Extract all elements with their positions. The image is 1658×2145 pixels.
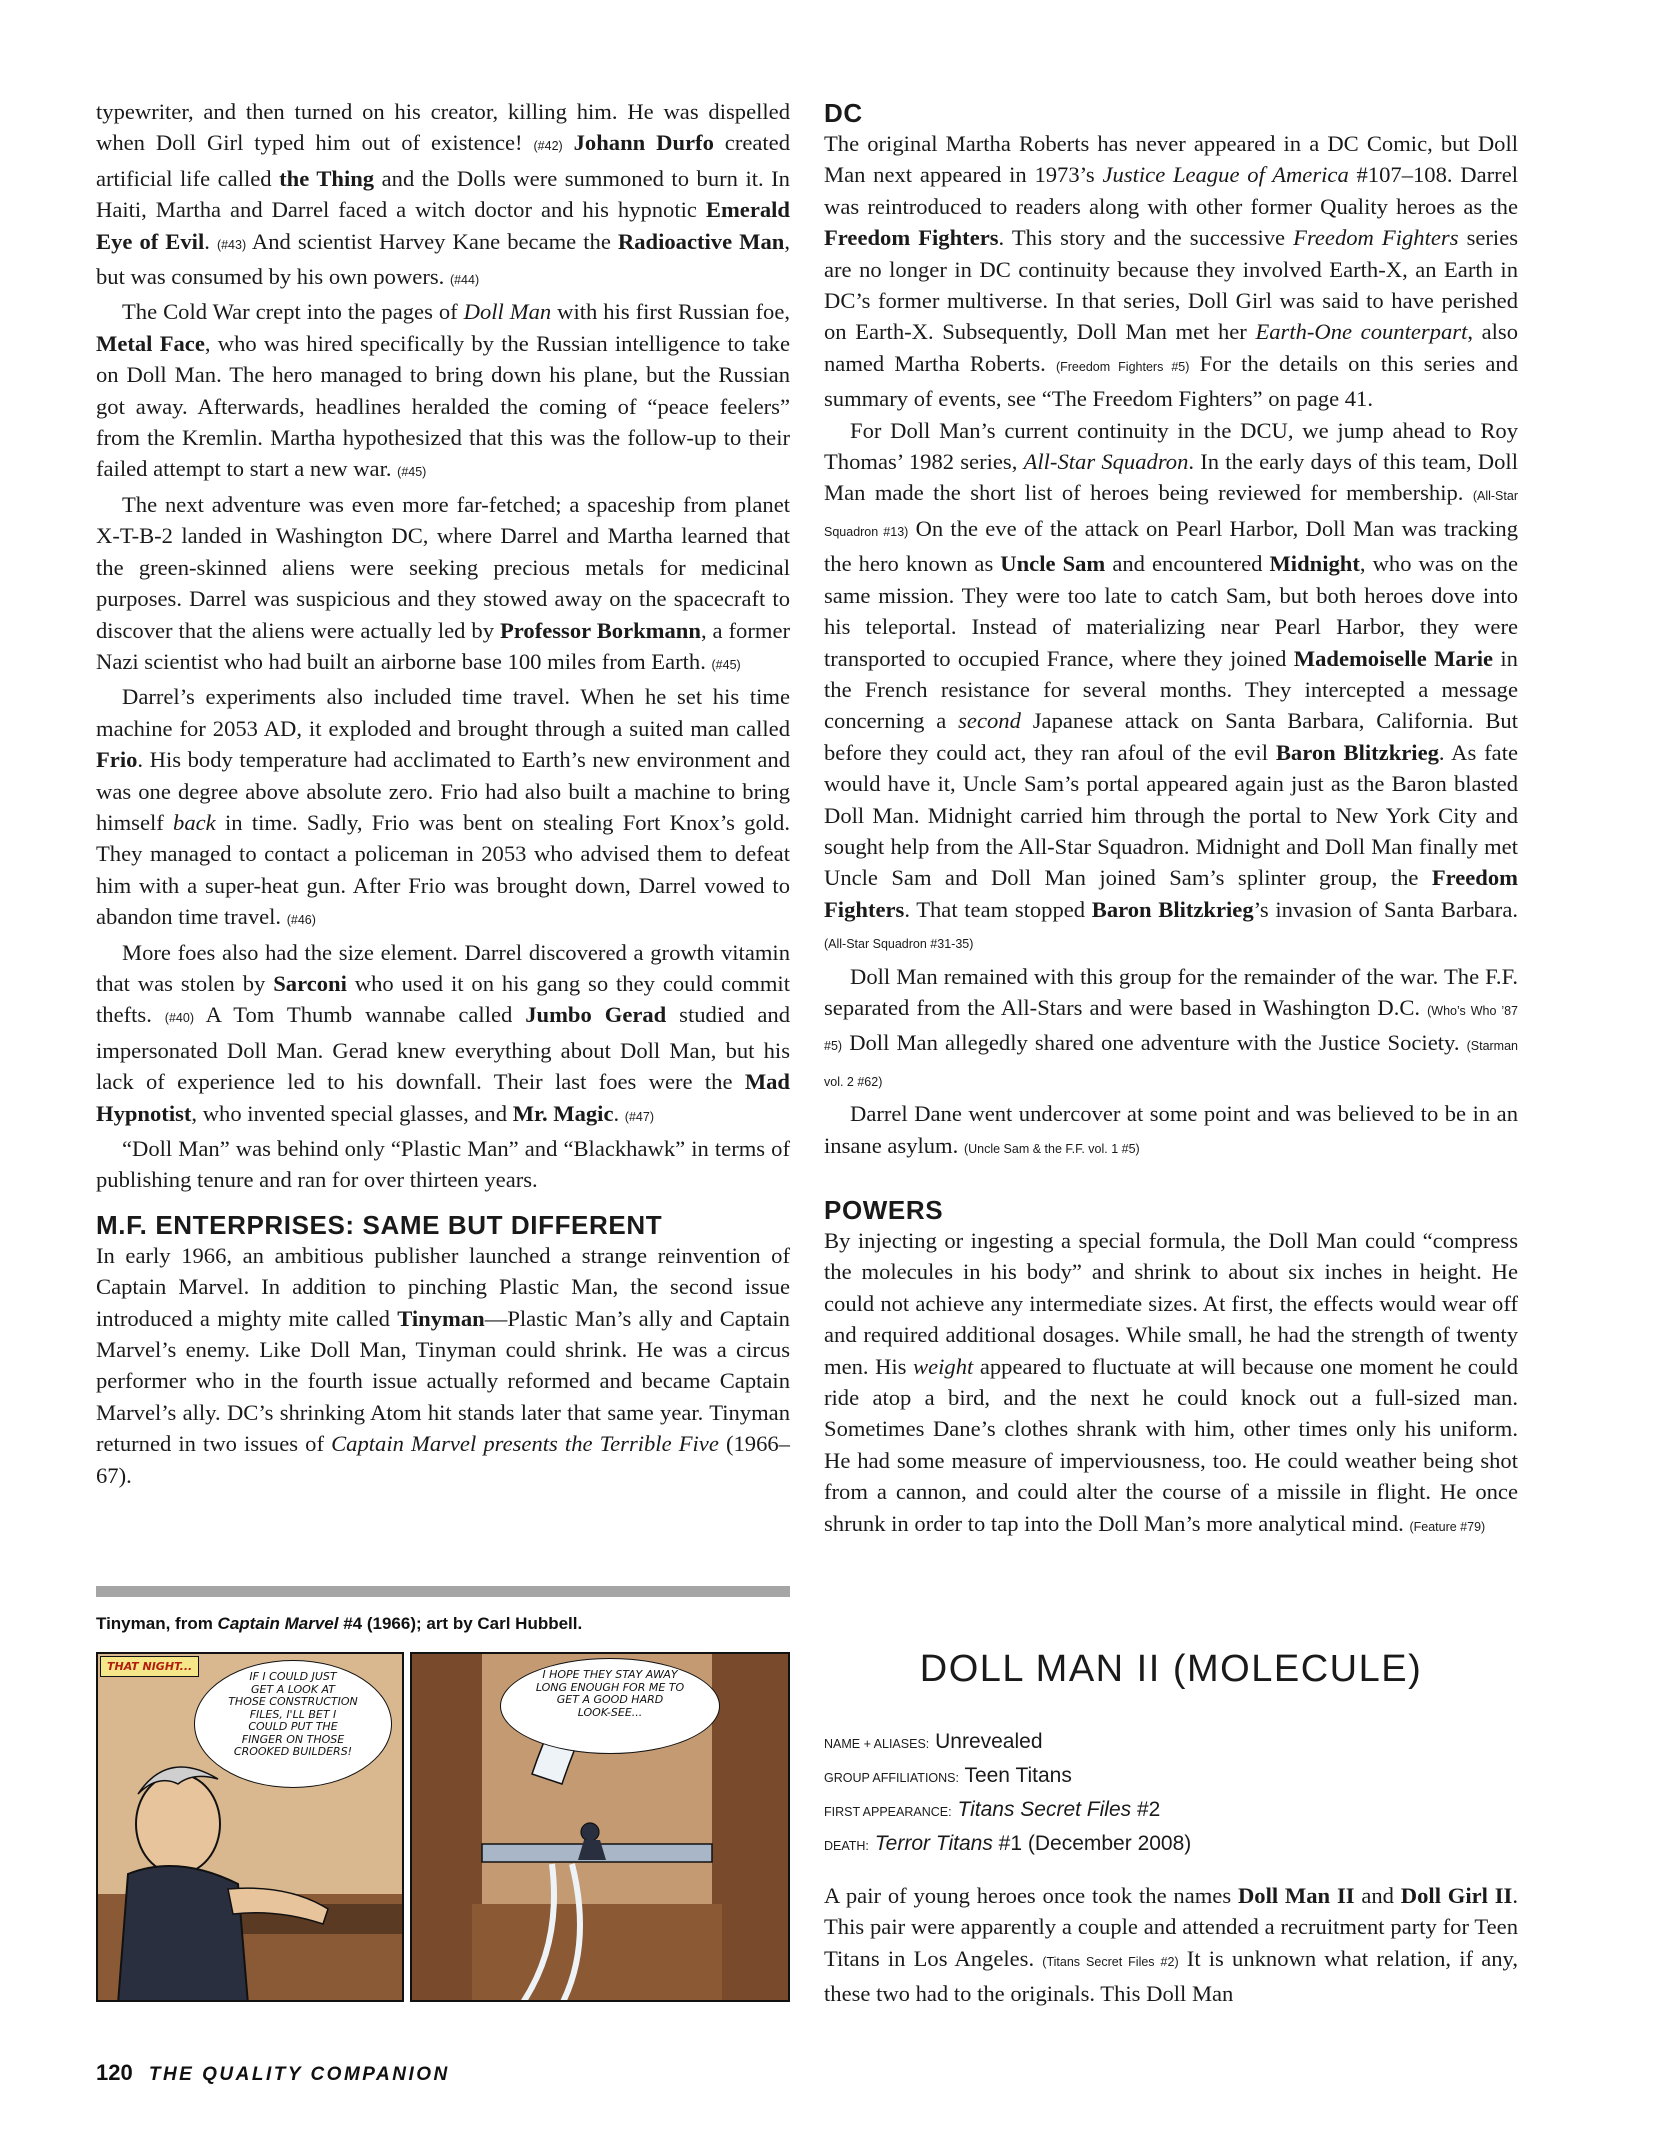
bold-name: Mademoiselle Marie: [1293, 645, 1494, 671]
doll-man-ii-text: [824, 1880, 1518, 2010]
bold-name: Doll Girl II: [1400, 1883, 1513, 1908]
book-title: THE QUALITY COMPANION: [148, 2064, 450, 2085]
bold-name: Sarconi: [273, 970, 347, 996]
stat-value: #2: [1131, 1798, 1161, 1821]
italic-title: Doll Man: [463, 299, 552, 325]
bold-name: Freedom Fighters: [824, 865, 1518, 922]
citation-ref: (Who’s Who ’87 #5): [824, 1003, 1518, 1054]
italic-title: Freedom Fighters: [1293, 225, 1459, 251]
bold-name: Mad Hypnotist: [96, 1069, 790, 1126]
bold-name: Jumbo Gerad: [525, 1002, 667, 1028]
image-caption: Tinyman, from Captain Marvel #4 (1966); art by Carl Hubbell.: [96, 1614, 583, 1633]
stat-label: DEATH:: [824, 1839, 869, 1853]
entry-title: DOLL MAN II (MOLECULE): [919, 1648, 1423, 1690]
citation-ref: (#40): [164, 1011, 194, 1026]
stat-value: Terror Titans: [874, 1832, 993, 1855]
citation-ref: (#45): [711, 657, 741, 672]
bold-name: Baron Blitzkrieg: [1091, 896, 1254, 922]
page-number: 120: [96, 2060, 133, 2085]
bold-name: Baron Blitzkrieg: [1275, 739, 1439, 765]
panel-caption-box: THAT NIGHT...: [100, 1656, 199, 1677]
citation-ref: (#47): [624, 1109, 654, 1124]
citation-ref: (Uncle Sam & the F.F. vol. 1 #5): [963, 1141, 1140, 1156]
stat-value: Titans Secret Files: [957, 1798, 1132, 1821]
stat-label: FIRST APPEARANCE:: [824, 1805, 952, 1819]
stat-value: Teen Titans: [964, 1764, 1072, 1787]
page-footer: [96, 2060, 450, 2086]
citation-ref: (Feature #79): [1409, 1519, 1486, 1534]
italic-title: Captain Marvel: [217, 1614, 339, 1633]
section-heading-dc: DC: [824, 98, 863, 128]
bold-name: Doll Man II: [1237, 1883, 1355, 1908]
paragraph: By injecting or ingesting a special formula, the Doll Man could “compress the molecules in his body” and shrink to about six inches in height. He could not achieve any intermediate sizes. At first, the effects would wear off and required additional dosages. While small, he had the strength of twenty men. His weight appeared to fluctuate at will because one moment he could ride atop a bird, and the next he could knock out a full-sized man. Sometimes Dane’s clothes shrank with him, other times only his uniform. He had some measure of imperviousness, too. He could weather being shot from a cannon, and could alter the course of a missile in flight. He once shrunk in order to tap into the Doll Man’s more analytical mind. (Feature #79): [824, 1228, 1519, 1536]
bold-name: Professor Borkmann: [499, 617, 701, 643]
bold-name: Midnight: [1269, 551, 1360, 577]
bold-name: Radioactive Man: [617, 228, 785, 254]
stat-death: [824, 1828, 1518, 1862]
paragraph: Darrel’s experiments also included time travel. When he set his time machine for 2053 AD, it exploded and brought through a suited man called Frio. His body temperature had acclimated to Earth’s new environment and was one degree above absolute zero. Frio had also built a machine to bring himself back in time. Sadly, Frio was bent on stealing Fort Knox’s gold. They managed to contact a policeman in 2053 who advised them to defeat him with a super-heat gun. After Frio was brought down, Darrel vowed to abandon time travel. (#46): [96, 684, 791, 930]
italic-title: Earth-One counterpart: [1255, 319, 1468, 345]
bold-name: Tinyman: [397, 1305, 485, 1331]
italic-title: second: [958, 708, 1021, 734]
comic-panel-2: [410, 1652, 790, 2002]
stat-value: #1 (December 2008): [992, 1832, 1192, 1855]
bold-name: Uncle Sam: [1000, 551, 1106, 577]
citation-ref: (#44): [449, 273, 480, 288]
paragraph: Doll Man remained with this group for the remainder of the war. The F.F. separated from the All-Stars and were based in Washington D.C. (Who’s Who ’87 #5) Doll Man allegedly shared one adventure with the Justice Society. (Starman vol. 2 #62): [824, 963, 1518, 1089]
paragraph: A pair of young heroes once took the names Doll Man II and Doll Girl II. This pair were apparently a couple and attended a recruitment party for Teen Titans in Los Angeles. (Titans Secret Files #2) It is unknown what relation, if any, these two had to the originals. This Doll Man: [824, 1883, 1518, 2007]
comic-panel-1: [96, 1652, 404, 2002]
speech-balloon: I HOPE THEY STAY AWAY LONG ENOUGH FOR ME TO GET A GOOD HARD LOOK-SEE...: [500, 1658, 720, 1754]
citation-ref: (All-Star Squadron #31-35): [824, 937, 974, 952]
left-column: [96, 96, 790, 1491]
paragraph: The original Martha Roberts has never appeared in a DC Comic, but Doll Man next appeared in 1973’s Justice League of America #107–108. Darrel was reintroduced to readers along with other former Quality heroes as the Freedom Fighters. This story and the successive Freedom Fighters series are no longer in DC continuity because they involved Earth-X, an Earth in DC’s former multiverse. In that series, Doll Girl was said to have perished on Earth-X. Subsequently, Doll Man met her Earth-One counterpart, also named Martha Roberts. (Freedom Fighters #5) For the details on this series and summary of events, see “The Freedom Fighters” on page 41.: [824, 131, 1519, 412]
stat-first-appearance: [824, 1794, 1518, 1828]
bold-name: Johann Durfo: [573, 130, 714, 156]
citation-ref: (#43): [216, 237, 247, 252]
character-stats: [824, 1726, 1518, 1862]
paragraph: For Doll Man’s current continuity in the DCU, we jump ahead to Roy Thomas’ 1982 series, All-Star Squadron. In the early days of this team, Doll Man made the short list of heroes being reviewed for membership. (All-Star Squadron #13) On the eve of the attack on Pearl Harbor, Doll Man was tracking the hero known as Uncle Sam and encountered Midnight, who was on the same mission. They were too late to catch Sam, but both heroes dove into his teleportal. Instead of materializing near Pearl Harbor, they were transported to occupied France, where they joined Mademoiselle Marie in the French resistance for several months. They intercepted a message concerning a second Japanese attack on Santa Barbara, California. But before they could act, they ran afoul of the evil Baron Blitzkrieg. As fate would have it, Uncle Sam’s portal appeared again just as the Baron blasted Doll Man. Midnight carried him through the portal to New York City and sought help from the All-Star Squadron. Midnight and Doll Man finally met Uncle Sam and Doll Man joined Sam’s splinter group, the Freedom Fighters. That team stopped Baron Blitzkrieg’s invasion of Santa Barbara. (All-Star Squadron #31-35): [824, 417, 1519, 952]
bold-name: Freedom Fighters: [824, 225, 999, 251]
bold-name: Emerald Eye of Evil: [96, 197, 790, 254]
italic-title: Justice League of America: [1102, 162, 1349, 188]
italic-title: back: [173, 809, 216, 835]
bold-name: the Thing: [279, 165, 375, 191]
comic-panels: [96, 1652, 790, 2002]
section-heading-powers: POWERS: [824, 1195, 944, 1225]
paragraph: The Cold War crept into the pages of Doll Man with his first Russian foe, Metal Face, who was hired specifically by the Russian intelligence to take on Doll Man. The hero managed to bring down his plane, but the Russian got away. Afterwards, headlines heralded the coming of “peace feelers” from the Kremlin. Martha hypothesized that this was the follow-up to their failed attempt to start a new war. (#45): [96, 299, 790, 482]
divider-bar: [96, 1586, 790, 1597]
italic-title: weight: [913, 1353, 974, 1379]
stat-value: Unrevealed: [935, 1730, 1043, 1753]
stat-label: NAME + ALIASES:: [824, 1737, 930, 1751]
section-heading-mf-enterprises: M.F. ENTERPRISES: SAME BUT DIFFERENT: [96, 1209, 663, 1240]
citation-ref: (#46): [286, 913, 316, 928]
paragraph: More foes also had the size element. Darrel discovered a growth vitamin that was stolen by Sarconi who used it on his gang so they could commit thefts. (#40) A Tom Thumb wannabe called Jumbo Gerad studied and impersonated Doll Man. Gerad knew everything about Doll Man, but his lack of experience led to his downfall. Their last foes were the Mad Hypnotist, who invented special glasses, and Mr. Magic. (#47): [96, 939, 791, 1126]
citation-ref: (Titans Secret Files #2): [1042, 1954, 1179, 1969]
citation-ref: (All-Star Squadron #13): [824, 489, 1518, 539]
speech-balloon: IF I COULD JUST GET A LOOK AT THOSE CONSTRUCTION FILES, I'LL BET I COULD PUT THE FINGER ON THOSE CROOKED BUILDERS!: [194, 1660, 392, 1788]
paragraph: The next adventure was even more far-fetched; a spaceship from planet X-T-B-2 landed in Washington DC, where Darrel and Martha learned that the green-skinned aliens were seeking precious metals for medicinal purposes. Darrel was suspicious and they stowed away on the spacecraft to discover that the aliens were actually led by Professor Borkmann, a former Nazi scientist who had built an airborne base 100 miles from Earth. (#45): [96, 491, 790, 674]
citation-ref: (#42): [533, 139, 563, 154]
bold-name: Frio: [96, 747, 138, 773]
bold-name: Mr. Magic: [512, 1100, 614, 1126]
stat-name: [824, 1726, 1518, 1760]
citation-ref: (Starman vol. 2 #62): [824, 1039, 1518, 1089]
italic-title: All-Star Squadron: [1023, 449, 1189, 475]
stat-group: [824, 1760, 1518, 1794]
paragraph: typewriter, and then turned on his creator, killing him. He was dispelled when Doll Girl typed him out of existence! (#42) Johann Durfo created artificial life called the Thing and the Dolls were summoned to burn it. In Haiti, Martha and Darrel faced a witch doctor and his hypnotic Emerald Eye of Evil. (#43) And scientist Harvey Kane became the Radioactive Man, but was consumed by his own powers. (#44): [96, 99, 791, 290]
citation-ref: (Freedom Fighters #5): [1055, 359, 1190, 374]
paragraph: In early 1966, an ambitious publisher launched a strange reinvention of Captain Marvel. In addition to pinching Plastic Man, the second issue introduced a mighty mite called Tinyman—Plastic Man’s ally and Captain Marvel’s enemy. Like Doll Man, Tinyman could shrink. He was a circus performer who in the fourth issue actually reformed and became Captain Marvel’s ally. DC’s shrinking Atom hit stands later that same year. Tinyman returned in two issues of Captain Marvel presents the Terrible Five (1966–67).: [96, 1242, 790, 1488]
stat-label: GROUP AFFILIATIONS:: [824, 1771, 959, 1785]
italic-title: Captain Marvel presents the Terrible Five: [331, 1431, 719, 1457]
bold-name: Metal Face: [96, 330, 205, 356]
paragraph: Darrel Dane went undercover at some point and was believed to be in an insane asylum. (Uncle Sam & the F.F. vol. 1 #5): [824, 1101, 1518, 1158]
right-column: [824, 96, 1518, 1543]
citation-ref: (#45): [397, 465, 427, 480]
paragraph: “Doll Man” was behind only “Plastic Man” and “Blackhawk” in terms of publishing tenure and ran for over thirteen years.: [96, 1136, 790, 1193]
